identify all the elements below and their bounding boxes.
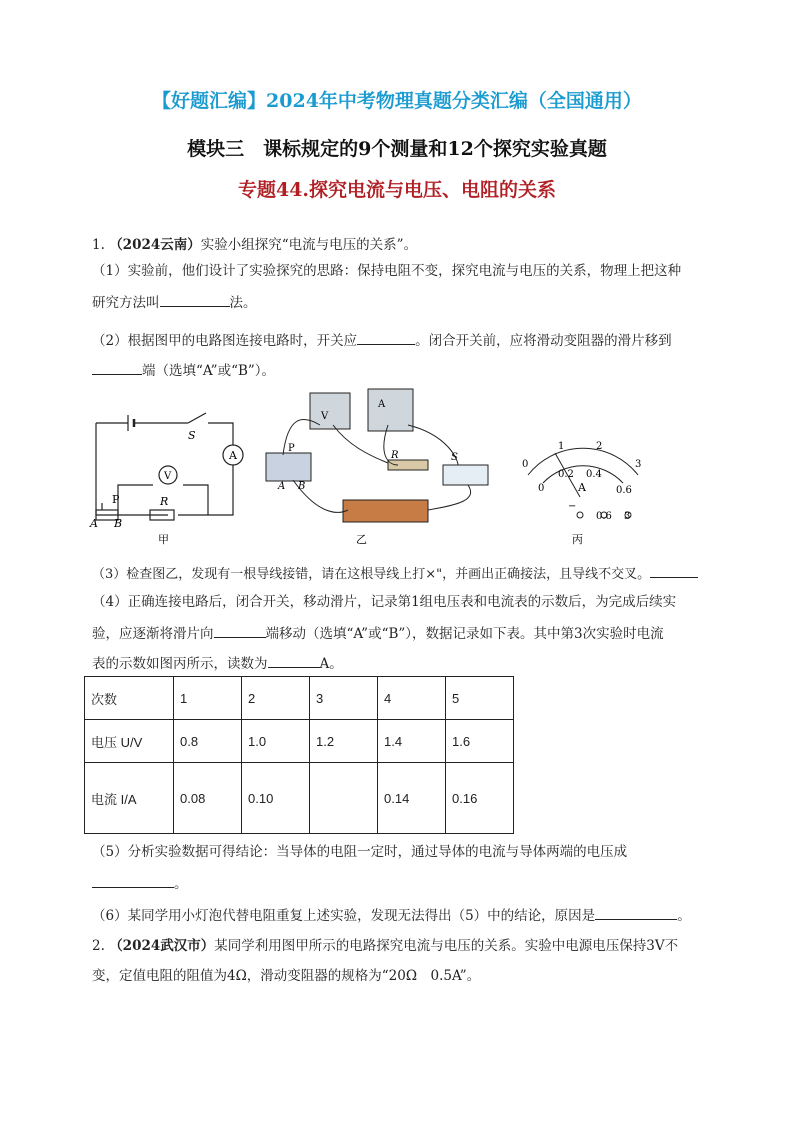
- end-b-label: B: [114, 517, 123, 530]
- q1-part6-text: （6）某同学用小灯泡代替电阻重复上述实验，发现无法得出（5）中的结论，原因是: [92, 908, 596, 924]
- answer-blank-direction[interactable]: [214, 623, 266, 638]
- data-table: [84, 676, 514, 834]
- dial-top-2: 2: [596, 441, 603, 452]
- voltmeter-label: V: [321, 411, 329, 422]
- terminal-3: 3: [624, 511, 631, 522]
- dial-bottom-0: 0: [538, 483, 545, 494]
- table-row: [85, 720, 514, 763]
- q1-part2-suffix: 端（选填“A”或“B”）。: [142, 363, 276, 379]
- figure-bing-caption: 丙: [572, 533, 583, 546]
- table-cell: 0.10: [242, 763, 310, 834]
- q1-intro: [92, 236, 417, 254]
- resistor-yi-label: R: [391, 450, 399, 461]
- table-cell: 1.2: [310, 720, 378, 763]
- answer-blank-method[interactable]: [160, 292, 230, 307]
- q2-text: 某同学利用图甲所示的电路探究电流与电压的关系。实验中电源电压保持3V不: [214, 938, 679, 954]
- answer-blank-reason[interactable]: [595, 905, 677, 920]
- doc-title: 【好题汇编】2024年中考物理真题分类汇编（全国通用）: [152, 90, 642, 112]
- table-row: [85, 677, 514, 720]
- figure-yi-caption: 乙: [356, 533, 367, 546]
- terminal-0-6: 0.6: [596, 511, 612, 522]
- q2-line2: 变，定值电阻的阻值为4Ω，滑动变阻器的规格为“20Ω 0.5A”。: [92, 968, 481, 984]
- q1-number: 1.: [92, 237, 105, 253]
- q1-part1-line2: [92, 292, 257, 312]
- q1-part2-line1: [92, 330, 672, 350]
- ammeter-label: A: [378, 399, 386, 410]
- table-cell: 1.6: [446, 720, 514, 763]
- switch-yi-label: S: [451, 452, 458, 463]
- dial-bottom-2: 0.4: [586, 469, 602, 480]
- q1-part5-line2: [92, 873, 188, 893]
- table-cell: 1.0: [242, 720, 310, 763]
- answer-blank-reading[interactable]: [268, 653, 320, 668]
- table-cell: 电压 U/V: [85, 720, 174, 763]
- q1-part2-line2: [92, 360, 275, 380]
- q1-part4-line1: （4）正确连接电路后，闭合开关，移动滑片，记录第1组电压表和电流表的示数后，为完成后续实: [92, 594, 677, 610]
- dial-top-0: 0: [522, 459, 529, 470]
- rheostat-p-label: P: [288, 443, 295, 454]
- q1-part3-line: [92, 563, 698, 584]
- ammeter-symbol-label: A: [229, 449, 237, 462]
- dial-bottom-3: 0.6: [616, 485, 632, 496]
- q1-part4-text3: 表的示数如图丙所示，读数为: [92, 656, 268, 672]
- dial-top-1: 1: [558, 441, 565, 452]
- circuit-figures: [88, 399, 708, 555]
- q2-source: （2024武汉市）: [109, 938, 215, 954]
- q1-part6-line: [92, 905, 691, 925]
- dial-unit: A: [578, 481, 586, 494]
- answer-blank-conclusion[interactable]: [92, 873, 174, 888]
- q1-part6-suffix: 。: [677, 908, 691, 924]
- q1-part1-suffix: 法。: [229, 295, 257, 311]
- q1-part5-suffix: 。: [174, 876, 188, 892]
- q1-part4-line3: [92, 653, 343, 673]
- q1-part1-text: 研究方法叫: [92, 295, 160, 311]
- rheostat-a-label: A: [278, 481, 286, 492]
- q1-part4-suffix: A。: [319, 656, 343, 672]
- dial-top-3: 3: [635, 459, 642, 470]
- table-cell: 0.16: [446, 763, 514, 834]
- table-cell: 4: [378, 677, 446, 720]
- q1-part4-text2: 端移动（选填“A”或“B”），数据记录如下表。其中第3次实验时电流: [265, 626, 664, 642]
- answer-blank-switch[interactable]: [357, 330, 415, 345]
- table-cell: 次数: [85, 677, 174, 720]
- answer-blank-wiring[interactable]: [650, 563, 698, 578]
- table-cell: 0.8: [174, 720, 242, 763]
- table-cell: 3: [310, 677, 378, 720]
- table-cell: 2: [242, 677, 310, 720]
- figure-jia-caption: 甲: [158, 533, 169, 546]
- q1-intro-text: 实验小组探究“电流与电压的关系”。: [200, 237, 418, 253]
- slider-label: P: [112, 493, 120, 506]
- voltmeter-symbol-label: V: [164, 471, 172, 482]
- table-cell: 5: [446, 677, 514, 720]
- table-cell: [310, 763, 378, 834]
- table-cell: 0.08: [174, 763, 242, 834]
- topic-title: 专题44.探究电流与电压、电阻的关系: [237, 179, 557, 201]
- table-cell: 电流 I/A: [85, 763, 174, 834]
- resistor-label: R: [160, 495, 169, 508]
- table-cell: 0.14: [378, 763, 446, 834]
- dial-bottom-1: 0.2: [558, 469, 574, 480]
- q1-source: （2024云南）: [109, 237, 201, 253]
- q1-part2-text: （2）根据图甲的电路图连接电路时，开关应: [92, 333, 358, 349]
- q1-part3-text: （3）检查图乙，发现有一根导线接错，请在这根导线上打×"，并画出正确接法，且导线不交叉。: [92, 567, 651, 582]
- table-cell: 1: [174, 677, 242, 720]
- q1-part1-line1: （1）实验前，他们设计了实验探究的思路：保持电阻不变，探究电流与电压的关系，物理上把这种: [92, 263, 682, 279]
- terminal-minus: −: [568, 501, 577, 512]
- q2-number: 2.: [92, 938, 105, 954]
- q1-part5-line1: （5）分析实验数据可得结论：当导体的电阻一定时，通过导体的电流与导体两端的电压成: [92, 844, 628, 860]
- rheostat-b-label: B: [298, 481, 306, 492]
- q1-part4-text: 验，应逐渐将滑片向: [92, 626, 214, 642]
- answer-blank-end[interactable]: [92, 360, 142, 375]
- q1-part2-text2: 。闭合开关前，应将滑动变阻器的滑片移到: [415, 333, 672, 349]
- q2-line1: [92, 937, 678, 955]
- switch-label: S: [188, 429, 196, 442]
- q1-part4-line2: [92, 623, 664, 643]
- module-title: 模块三 课标规定的9个测量和12个探究实验真题: [187, 138, 607, 160]
- table-row: [85, 763, 514, 834]
- end-a-label: A: [90, 517, 98, 530]
- table-cell: 1.4: [378, 720, 446, 763]
